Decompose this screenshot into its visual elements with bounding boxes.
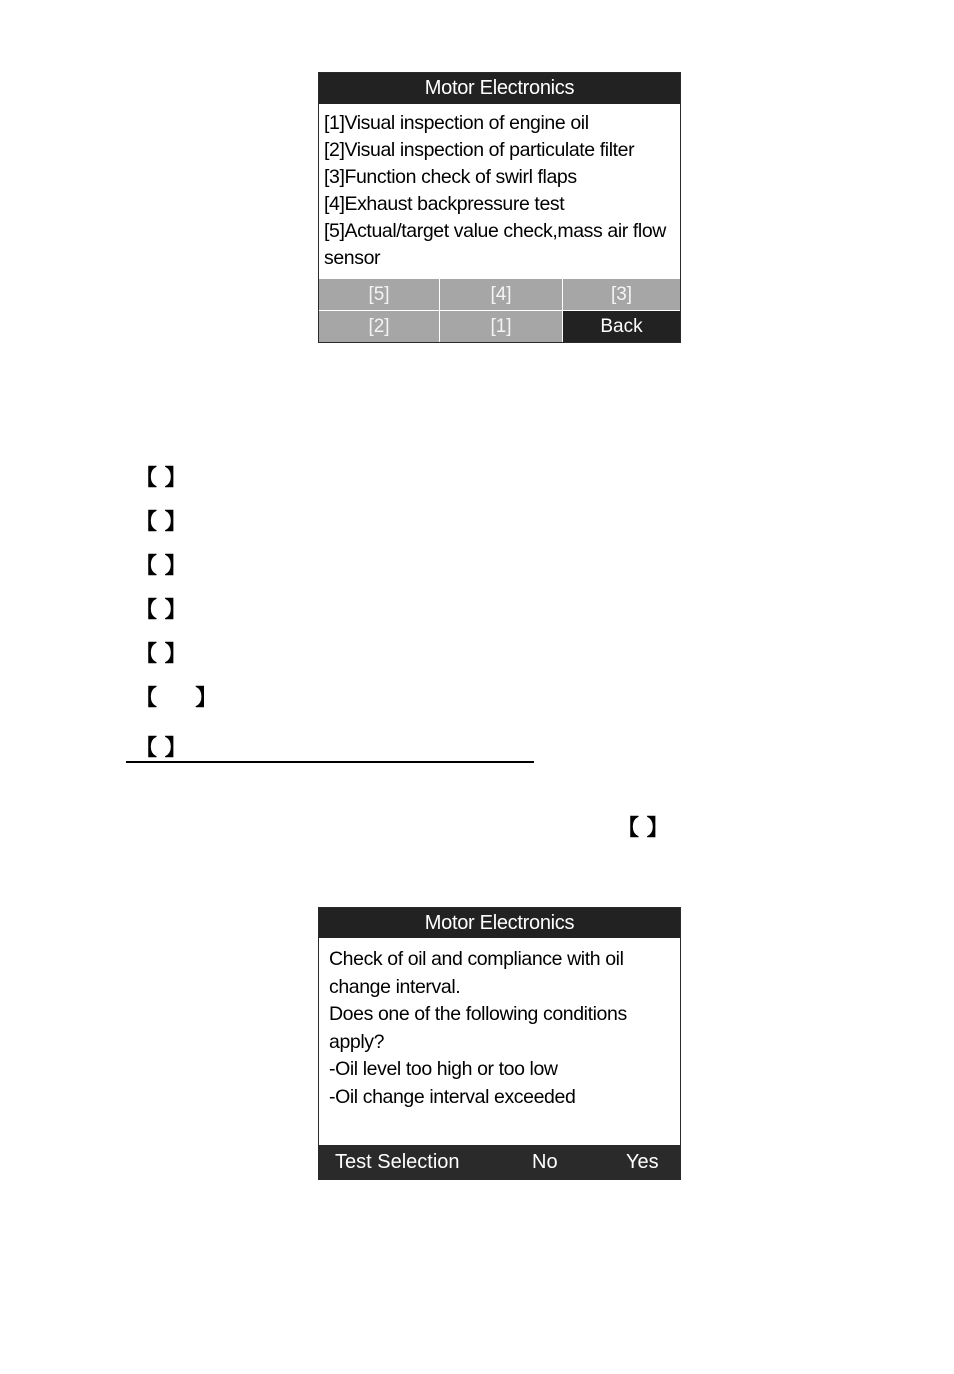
bracket-marker-6: 【 】 (135, 686, 218, 711)
bracket-marker-7: 【 】 (135, 736, 187, 761)
menu-item-2[interactable]: [2]Visual inspection of particulate filter (324, 139, 635, 161)
bracket-marker-1: 【 】 (135, 466, 187, 491)
back-button[interactable]: Back (563, 310, 680, 342)
button-5[interactable]: [5] (319, 278, 440, 310)
button-3[interactable]: [3] (563, 278, 680, 310)
screen-title: Motor Electronics (319, 908, 680, 938)
yes-button[interactable]: Yes (626, 1151, 659, 1173)
bracket-marker-3: 【 】 (135, 554, 187, 579)
question-line-2: Does one of the following conditions apply? (329, 1003, 627, 1053)
no-button[interactable]: No (532, 1151, 558, 1173)
bracket-marker-2: 【 】 (135, 510, 187, 535)
button-2[interactable]: [2] (319, 310, 440, 342)
bracket-marker-4: 【 】 (135, 598, 187, 623)
menu-item-5[interactable]: [5]Actual/target value check,mass air flow sensor (324, 220, 666, 269)
question-text (319, 938, 680, 1111)
question-line-3: -Oil level too high or too low (329, 1058, 558, 1080)
test-selection-button[interactable]: Test Selection (335, 1151, 460, 1173)
button-1[interactable]: [1] (440, 310, 563, 342)
question-line-4: -Oil change interval exceeded (329, 1085, 576, 1108)
question-line-1: Check of oil and compliance with oil change interval. (329, 948, 624, 998)
underline-rule (126, 761, 534, 763)
softkey-bar (319, 1145, 680, 1179)
bracket-marker-5: 【 】 (135, 642, 187, 667)
menu-item-3[interactable]: [3]Function check of swirl flaps (324, 166, 577, 188)
menu-button-grid (319, 278, 680, 342)
button-4[interactable]: [4] (440, 278, 563, 310)
menu-item-1[interactable]: [1]Visual inspection of engine oil (324, 112, 589, 134)
screen-title: Motor Electronics (319, 73, 680, 104)
menu-list (319, 104, 680, 278)
oil-check-question-screen (318, 907, 681, 1180)
menu-item-4[interactable]: [4]Exhaust backpressure test (324, 193, 565, 215)
bracket-marker-8: 【 】 (617, 816, 669, 841)
motor-electronics-menu-screen (318, 72, 681, 343)
